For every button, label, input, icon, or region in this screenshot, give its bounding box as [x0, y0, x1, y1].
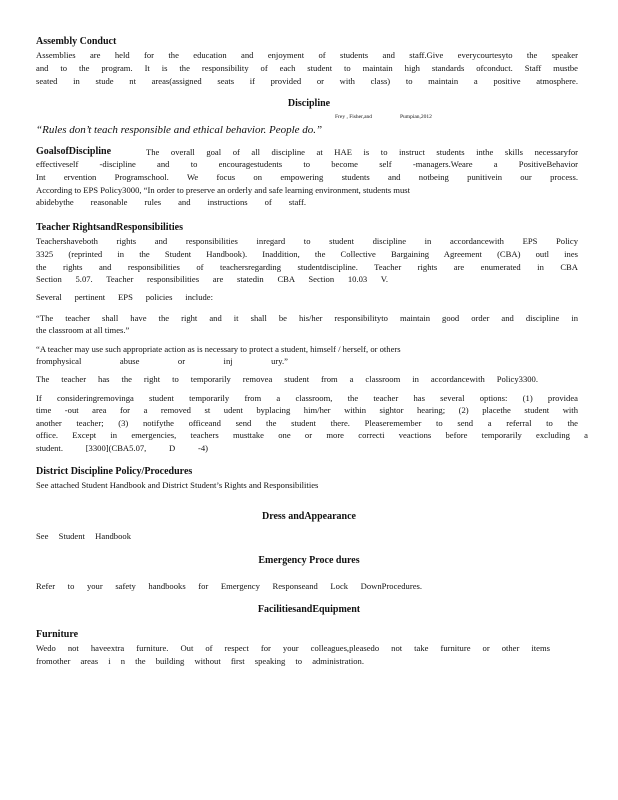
policy-quote-2-line-2: fromphysical abuse or inj ury.” [36, 356, 288, 366]
policy-quote-1-line-2: the classroom at all times.” [36, 325, 130, 335]
district-heading: District Discipline Policy/Procedures [36, 466, 193, 477]
furniture-heading: Furniture [36, 629, 79, 640]
remove-student-line: The teacher has the right to temporarily removea student from a classroom in accordancewith Policy3300. [36, 374, 538, 384]
goals-line-2: effectiveself -discipline and to encouragestudents to become self -managers.Weare a PositiveBehavior [36, 159, 578, 169]
quote-citation-authors: Frey , Fisher,and [335, 114, 373, 120]
teacher-line-2: 3325 (reprinted in the Student Handbook). Inaddition, the Collective Bargaining Agreement (CBA) outl ines [36, 249, 578, 259]
consider-line-3: another teacher; (3) notifythe officeand send the student there. Pleaseremember to send a referral to the [36, 418, 578, 428]
furniture-line-1: Wedo not haveextra furniture. Out of respect for your colleagues,pleasedo not take furniture or other items [36, 643, 550, 653]
assembly-line-1: Assemblies are held for the education and enjoyment of students and staff.Give everycourtesyto the speaker [36, 50, 578, 60]
teacher-heading: Teacher RightsandResponsibilities [36, 222, 183, 233]
teacher-line-1: Teachershaveboth rights and responsibilities inregard to student discipline in accordancewith EPS Policy [36, 236, 578, 246]
quote-citation-year: Pumpian,2012 [400, 114, 432, 120]
assembly-line-2: and to the program. It is the responsibility of each student to maintain high standards ofconduct. Staff mustbe [36, 63, 578, 73]
consider-line-4: office. Except in emergencies, teachers musttake one or more correcti veactions before temporarily excluding a [36, 430, 588, 440]
pertinent-policies-line: Several pertinent EPS policies include: [36, 292, 213, 302]
goals-line-1: The overall goal of all discipline at HAE is to instruct students inthe skills necessaryfor [146, 147, 578, 157]
furniture-line-2: fromother areas i n the building without first speaking to administration. [36, 656, 364, 666]
consider-line-5: student. [3300](CBA5.07, D -4) [36, 443, 208, 453]
goals-line-3: Int ervention Programschool. We focus on empowering students and notbeing punitivein our process. [36, 172, 578, 182]
teacher-line-3: the rights and responsibilities of teachersregarding studentdiscipline. Teacher rights are enumerated in CBA [36, 262, 578, 272]
goals-policy-line-2: abidebythe reasonable rules and instructions of staff. [36, 197, 306, 207]
goals-heading: GoalsofDiscipline [36, 146, 112, 157]
emergency-line: Refer to your safety handbooks for Emergency Responseand Lock DownProcedures. [36, 581, 422, 591]
emergency-heading: Emergency Proce dures [258, 555, 360, 566]
discipline-heading: Discipline [287, 98, 331, 109]
assembly-heading: Assembly Conduct [36, 36, 117, 47]
teacher-line-4: Section 5.07. Teacher responsibilities are statedin CBA Section 10.03 V. [36, 274, 388, 284]
dress-heading: Dress andAppearance [262, 511, 356, 522]
discipline-quote: “Rules don’t teach responsible and ethical behavior. People do.” [36, 124, 323, 136]
facilities-heading: FacilitiesandEquipment [257, 604, 361, 615]
policy-quote-1-line-1: “The teacher shall have the right and it shall be his/her responsibilityto maintain good order and discipline in [36, 313, 578, 323]
assembly-line-3: seated in stude nt areas(assigned seats if provided or with class) to maintain a positive atmosphere. [36, 76, 578, 86]
district-line: See attached Student Handbook and District Student’s Rights and Responsibilities [36, 480, 319, 490]
dress-line: See Student Handbook [36, 531, 131, 541]
policy-quote-2-line-1: “A teacher may use such appropriate action as is necessary to protect a student, himself / herself, or others [36, 344, 401, 354]
goals-policy-line-1: According to EPS Policy3000, “In order to preserve an orderly and safe learning environment, students must [36, 185, 410, 195]
consider-line-2: time -out area for a removed st udent byplacing him/her within sightor hearing; (2) placethe student with [36, 405, 578, 415]
consider-line-1: If consideringremovinga student temporarily from a classroom, the teacher has several options: (1) providea [36, 393, 578, 403]
